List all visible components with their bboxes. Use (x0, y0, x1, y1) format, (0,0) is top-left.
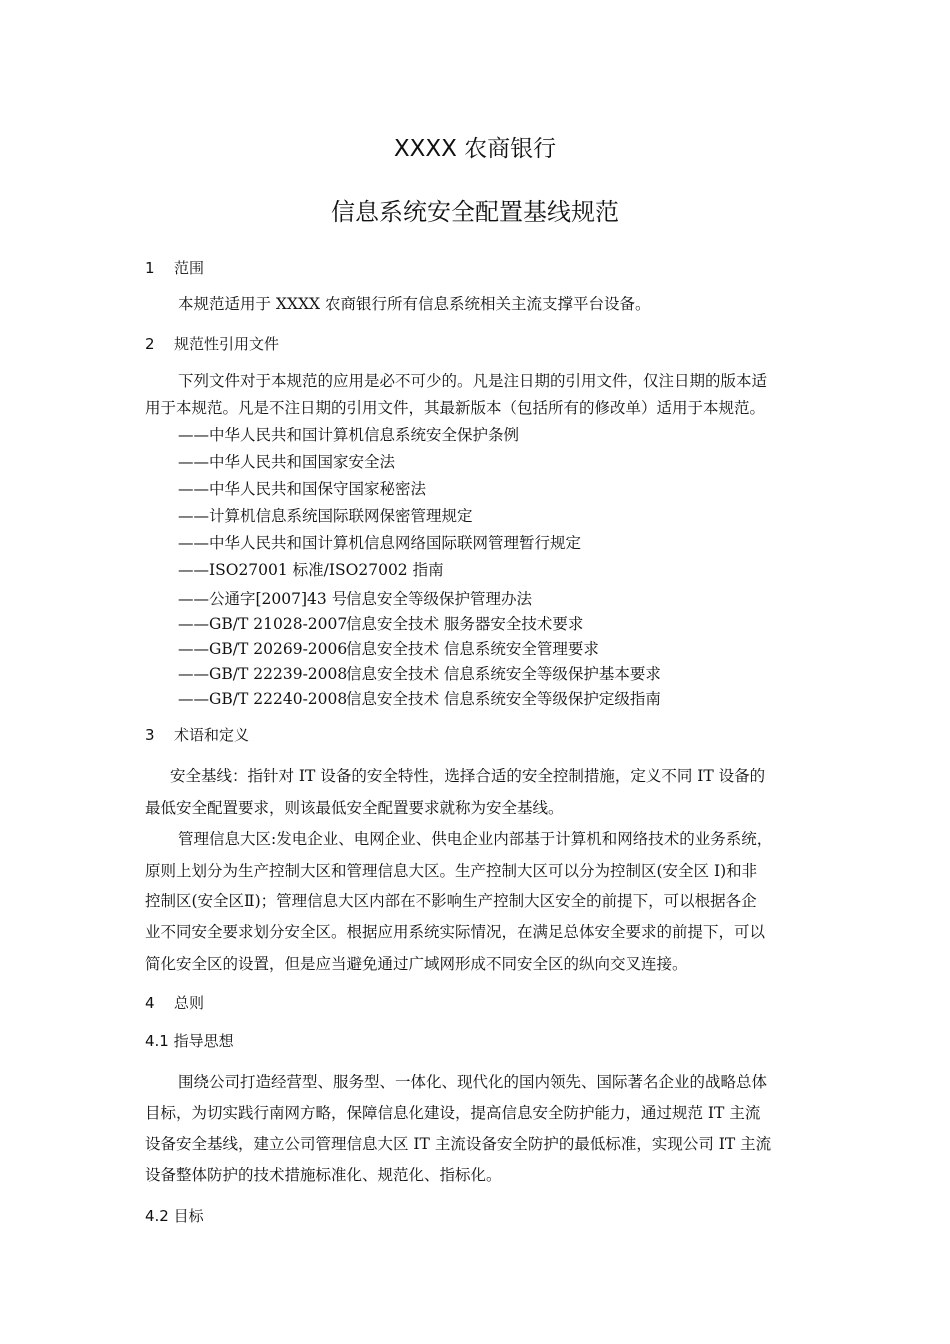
paragraph-line: 最低安全配置要求，则该最低安全配置要求就称为安全基线。 (145, 799, 564, 817)
reference-item: ——ISO27001 标准/ISO27002 指南 (178, 561, 444, 579)
paragraph-line: 管理信息大区:发电企业、电网企业、供电企业内部基于计算机和网络技术的业务系统， (178, 830, 773, 848)
reference-item: ——中华人民共和国计算机信息网络国际联网管理暂行规定 (178, 534, 582, 552)
reference-item: ——中华人民共和国保守国家秘密法 (178, 480, 427, 498)
standard-title: 信息安全技术 信息系统安全管理要求 (346, 640, 599, 658)
standard-code: ——GB/T 21028-2007 (178, 615, 348, 633)
document-title-spec: 信息系统安全配置基线规范 (331, 198, 619, 226)
section-1-heading (145, 257, 204, 278)
subsection-4-1-heading: 4.1 指导思想 (145, 1032, 234, 1050)
section-title: 规范性引用文件 (174, 335, 280, 353)
section-3-heading (145, 724, 249, 745)
section-4-heading (145, 992, 204, 1013)
section-number: 2 (145, 335, 155, 353)
paragraph-line: 简化安全区的设置，但是应当避免通过广域网形成不同安全区的纵向交叉连接。 (145, 955, 688, 973)
standard-code: ——GB/T 22239-2008 (178, 665, 348, 683)
section-2-heading (145, 333, 279, 354)
standard-title: 信息安全技术 信息系统安全等级保护基本要求 (346, 665, 661, 683)
paragraph-line: 业不同安全要求划分安全区。根据应用系统实际情况，在满足总体安全要求的前提下，可以 (145, 923, 766, 941)
section-title: 范围 (174, 259, 205, 277)
document-title-bank: XXXX 农商银行 (393, 136, 557, 162)
standard-reference (178, 587, 532, 609)
subsection-4-2-heading: 4.2 目标 (145, 1207, 204, 1225)
standard-reference (178, 662, 661, 684)
standard-code: ——公通字[2007]43 号 (178, 590, 348, 608)
section-1-paragraph: 本规范适用于 XXXX 农商银行所有信息系统相关主流支撑平台设备。 (178, 295, 651, 313)
section-number: 4 (145, 994, 155, 1012)
paragraph-line: 设备整体防护的技术措施标准化、规范化、指标化。 (145, 1166, 502, 1184)
reference-item: ——中华人民共和国计算机信息系统安全保护条例 (178, 426, 520, 444)
paragraph-line: 目标，为切实践行南网方略，保障信息化建设，提高信息安全防护能力，通过规范 IT 主流 (145, 1104, 761, 1122)
standard-reference (178, 637, 599, 659)
reference-item: ——中华人民共和国国家安全法 (178, 453, 396, 471)
standard-code: ——GB/T 22240-2008 (178, 690, 348, 708)
standard-reference (178, 687, 661, 709)
section-title: 总则 (174, 994, 205, 1012)
paragraph-line: 原则上划分为生产控制大区和管理信息大区。生产控制大区可以分为控制区(安全区 I)和非 (145, 862, 758, 880)
standard-title: 信息安全等级保护管理办法 (346, 590, 533, 608)
paragraph-line: 用于本规范。凡是不注日期的引用文件，其最新版本（包括所有的修改单）适用于本规范。 (145, 399, 766, 417)
standard-title: 信息安全技术 服务器安全技术要求 (346, 615, 584, 633)
paragraph-line: 设备安全基线，建立公司管理信息大区 IT 主流设备安全防护的最低标准，实现公司 IT 主流 (145, 1135, 772, 1153)
paragraph-line: 下列文件对于本规范的应用是必不可少的。凡是注日期的引用文件，仅注日期的版本适 (178, 372, 768, 390)
paragraph-line: 围绕公司打造经营型、服务型、一体化、现代化的国内领先、国际著名企业的战略总体 (178, 1073, 768, 1091)
paragraph-line: 安全基线：指针对 IT 设备的安全特性，选择合适的安全控制措施，定义不同 IT 设备的 (170, 767, 766, 785)
section-title: 术语和定义 (174, 726, 250, 744)
standard-title: 信息安全技术 信息系统安全等级保护定级指南 (346, 690, 661, 708)
section-number: 3 (145, 726, 155, 744)
reference-item: ——计算机信息系统国际联网保密管理规定 (178, 507, 473, 525)
paragraph-line: 控制区(安全区Ⅱ)；管理信息大区内部在不影响生产控制大区安全的前提下，可以根据各企 (145, 892, 757, 910)
section-number: 1 (145, 259, 155, 277)
standard-reference (178, 612, 583, 634)
standard-code: ——GB/T 20269-2006 (178, 640, 348, 658)
